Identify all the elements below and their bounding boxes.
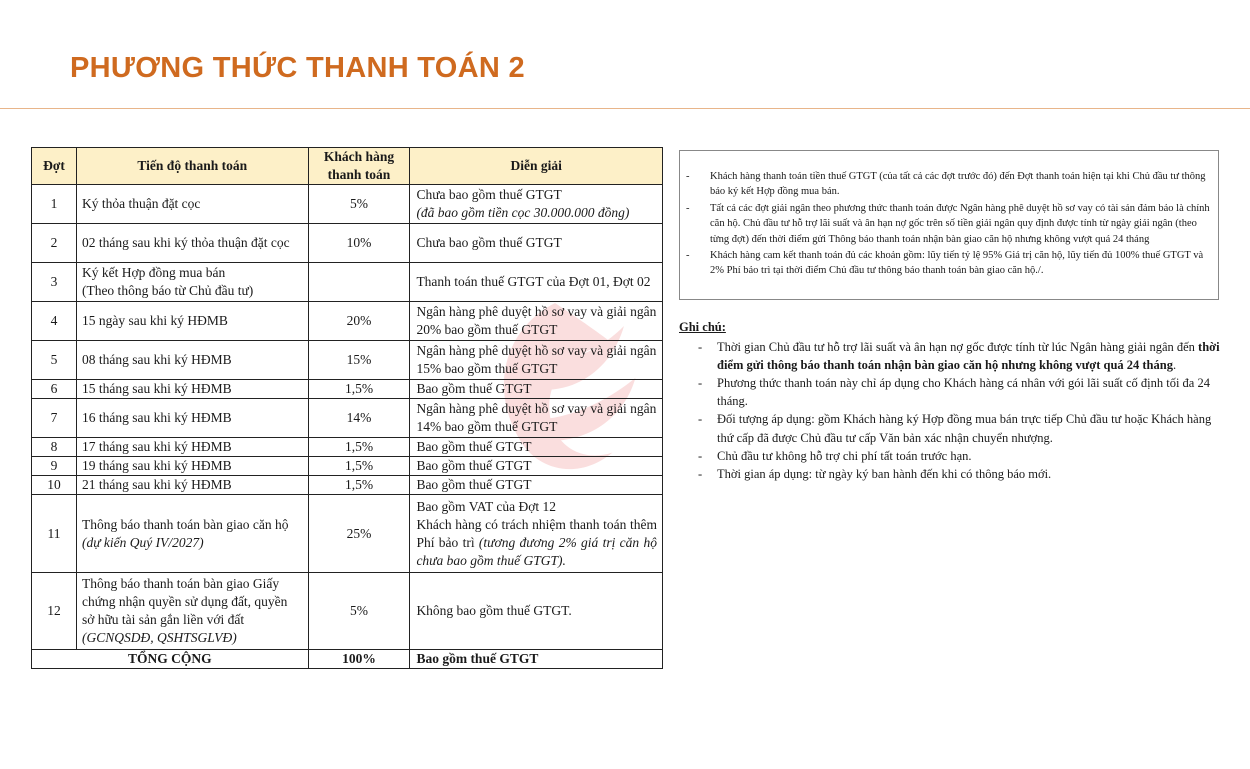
row-number: 1 [32, 185, 77, 224]
row-percent: 25% [308, 495, 410, 573]
row-schedule: Ký thỏa thuận đặt cọc [76, 185, 308, 224]
header-dot: Đợt [32, 148, 77, 185]
row-description: Bao gồm thuế GTGT [410, 380, 663, 399]
row-percent: 1,5% [308, 457, 410, 476]
row-number: 3 [32, 263, 77, 302]
list-item: - Khách hàng cam kết thanh toán đủ các khoản gồm: lũy tiến tỷ lệ 95% Giá trị căn hộ, lũy tiến đủ 100% thuế GTGT và 2% Phí bảo trì tại thời điểm Chủ đầu tư thông báo thanh toán bàn giao căn hộ./. [686, 250, 1204, 277]
table-row [32, 380, 663, 399]
row-description: Bao gồm thuế GTGT [410, 476, 663, 495]
row-schedule: Thông báo thanh toán bàn giao Giấy chứng nhận quyền sử dụng đất, quyền sở hữu tài sản gắn liền với đất (GCNQSDĐ, QSHTSGLVĐ) [76, 573, 308, 650]
list-item: - Khách hàng thanh toán tiền thuế GTGT (của tất cả các đợt trước đó) đến Đợt thanh toán hiện tại khi Chủ đầu tư thông báo ký kết Hợp đồng mua bán. [686, 171, 1206, 198]
list-item: - Thời gian Chủ đầu tư hỗ trợ lãi suất và ân hạn nợ gốc được tính từ lúc Ngân hàng giải ngân đến thời điểm gửi thông báo thanh toán nhận bàn giao căn hộ nhưng không vượt quá 24 tháng. [698, 340, 1220, 373]
table-row [32, 224, 663, 263]
remarks-section [679, 318, 1227, 483]
table-row [32, 185, 663, 224]
row-schedule: 19 tháng sau khi ký HĐMB [76, 457, 308, 476]
row-percent: 1,5% [308, 438, 410, 457]
row-schedule: 16 tháng sau khi ký HĐMB [76, 399, 308, 438]
table-row [32, 399, 663, 438]
row-percent: 10% [308, 224, 410, 263]
row-description: Chưa bao gồm thuế GTGT [410, 224, 663, 263]
row-schedule: Ký kết Hợp đồng mua bán (Theo thông báo từ Chủ đầu tư) [76, 263, 308, 302]
table-row [32, 263, 663, 302]
row-percent: 14% [308, 399, 410, 438]
row-description: Bao gồm thuế GTGT [410, 438, 663, 457]
list-item: - Đối tượng áp dụng: gồm Khách hàng ký Hợp đồng mua bán trực tiếp Chủ đầu tư hoặc Khách hàng thứ cấp đã được Chủ đầu tư cấp Văn bản xác nhận chuyển nhượng. [698, 412, 1212, 445]
row-description: Không bao gồm thuế GTGT. [410, 573, 663, 650]
row-percent: 15% [308, 341, 410, 380]
row-percent: 20% [308, 302, 410, 341]
list-item: - Chủ đầu tư không hỗ trợ chi phí tất toán trước hạn. [698, 448, 972, 463]
remarks-heading: Ghi chú: [679, 320, 726, 334]
row-schedule: 17 tháng sau khi ký HĐMB [76, 438, 308, 457]
list-item: - Tất cả các đợt giải ngân theo phương thức thanh toán được Ngân hàng phê duyệt hồ sơ vay có tài sản đảm bảo là chính căn hộ. Chủ đầu tư hỗ trợ lãi suất và ân hạn nợ gốc trên số tiền giải ngân quy định được tính từ ngày giải ngân (theo từng đợt) đến thời điểm gửi Thông báo thanh toán nhận bàn giao căn hộ nhưng không vượt quá 24 tháng [686, 202, 1210, 245]
list-item: - Phương thức thanh toán này chỉ áp dụng cho Khách hàng cá nhân với gói lãi suất cố định tối đa 24 tháng. [698, 376, 1210, 409]
row-description: Ngân hàng phê duyệt hồ sơ vay và giải ngân 15% bao gồm thuế GTGT [410, 341, 663, 380]
table-row [32, 495, 663, 573]
table-row [32, 457, 663, 476]
row-percent: 5% [308, 573, 410, 650]
row-percent [308, 263, 410, 302]
row-number: 12 [32, 573, 77, 650]
row-description: Thanh toán thuế GTGT của Đợt 01, Đợt 02 [410, 263, 663, 302]
header-schedule: Tiến độ thanh toán [76, 148, 308, 185]
row-schedule: Thông báo thanh toán bàn giao căn hộ (dự kiến Quý IV/2027) [76, 495, 308, 573]
payment-schedule-table [31, 147, 663, 669]
row-description: Ngân hàng phê duyệt hồ sơ vay và giải ngân 20% bao gồm thuế GTGT [410, 302, 663, 341]
row-number: 5 [32, 341, 77, 380]
table-row [32, 573, 663, 650]
total-percent: 100% [308, 650, 410, 669]
payment-notes-box [679, 150, 1219, 300]
row-description: Chưa bao gồm thuế GTGT (đã bao gồm tiền cọc 30.000.000 đồng) [410, 185, 663, 224]
row-percent: 5% [308, 185, 410, 224]
total-description: Bao gồm thuế GTGT [410, 650, 663, 669]
row-schedule: 08 tháng sau khi ký HĐMB [76, 341, 308, 380]
table-row [32, 476, 663, 495]
total-row [32, 650, 663, 669]
row-percent: 1,5% [308, 380, 410, 399]
row-number: 4 [32, 302, 77, 341]
table-row [32, 302, 663, 341]
row-number: 11 [32, 495, 77, 573]
header-description: Diễn giải [410, 148, 663, 185]
table-row [32, 438, 663, 457]
row-description: Bao gồm thuế GTGT [410, 457, 663, 476]
row-schedule: 21 tháng sau khi ký HĐMB [76, 476, 308, 495]
list-item: - Thời gian áp dụng: từ ngày ký ban hành đến khi có thông báo mới. [698, 466, 1052, 481]
row-percent: 1,5% [308, 476, 410, 495]
row-description: Ngân hàng phê duyệt hồ sơ vay và giải ngân 14% bao gồm thuế GTGT [410, 399, 663, 438]
header-customer-pay: Khách hàng thanh toán [308, 148, 410, 185]
row-number: 10 [32, 476, 77, 495]
page-title: PHƯƠNG THỨC THANH TOÁN 2 [70, 52, 525, 84]
row-description: Bao gồm VAT của Đợt 12 Khách hàng có trách nhiệm thanh toán thêm Phí bảo trì (tương đương 2% giá trị căn hộ chưa bao gồm thuế GTGT). [410, 495, 663, 573]
row-number: 6 [32, 380, 77, 399]
table-header-row [32, 148, 663, 185]
table-row [32, 341, 663, 380]
row-number: 8 [32, 438, 77, 457]
row-number: 7 [32, 399, 77, 438]
row-number: 2 [32, 224, 77, 263]
row-number: 9 [32, 457, 77, 476]
row-schedule: 15 ngày sau khi ký HĐMB [76, 302, 308, 341]
title-divider [0, 108, 1250, 109]
total-label: TỔNG CỘNG [32, 650, 309, 669]
row-schedule: 15 tháng sau khi ký HĐMB [76, 380, 308, 399]
row-schedule: 02 tháng sau khi ký thỏa thuận đặt cọc [76, 224, 308, 263]
